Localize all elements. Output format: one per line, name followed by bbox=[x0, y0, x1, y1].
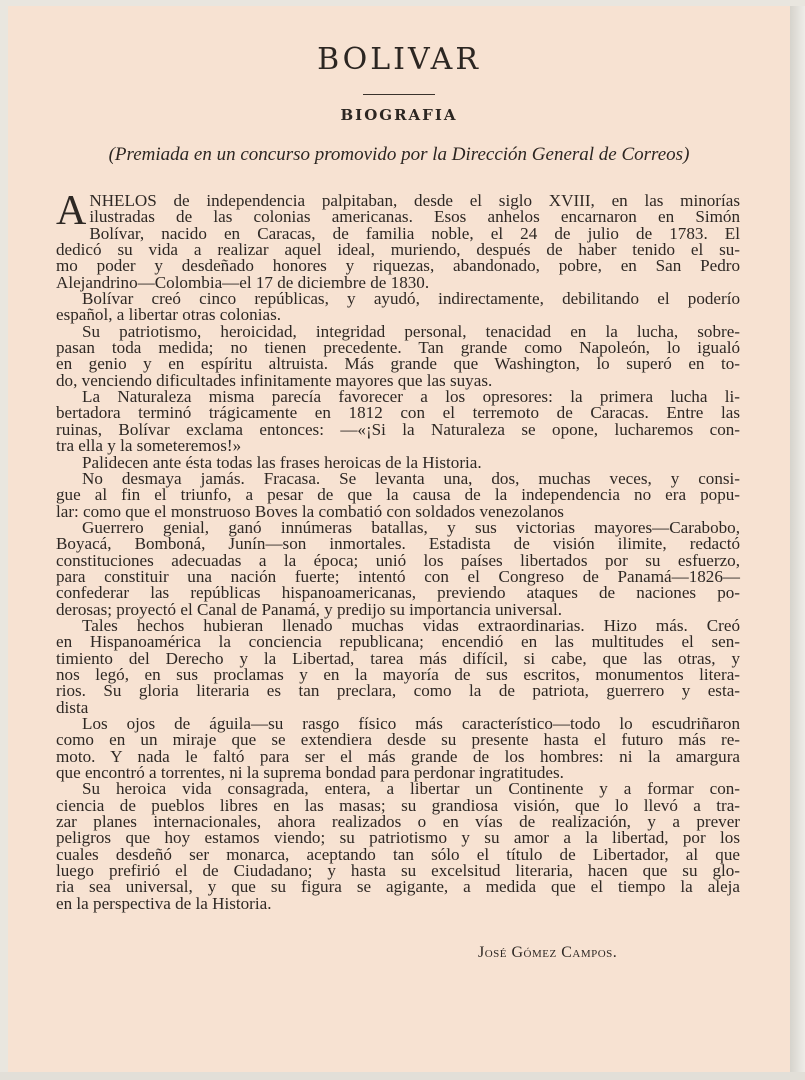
text-line: ciencia de pueblos libres en las masas; su grandiosa visión, que lo llevó a tra- bbox=[56, 795, 740, 815]
author-signature: José Gómez Campos. bbox=[478, 944, 618, 961]
text-line: Guerrero genial, ganó innúmeras batallas, y sus victorias mayores—Carabobo, bbox=[82, 517, 740, 537]
text-line: bertadora terminó trágicamente en 1812 con el terremoto de Caracas. Entre las bbox=[56, 403, 740, 423]
text-line: gue al fin el triunfo, a pesar de que la causa de la independencia no era popu- bbox=[56, 485, 740, 505]
award-note: (Premiada en un concurso promovido por la Dirección General de Correos) bbox=[108, 144, 690, 165]
text-line: dedicó su vida a realizar aquel ideal, muriendo, después de haber tenido el su- bbox=[56, 240, 740, 260]
text-line: en genio y en espíritu altruista. Más grande que Washington, lo superó en to- bbox=[56, 354, 740, 374]
text-line: para constituir una nación fuerte; intentó con el Congreso de Panamá—1826— bbox=[56, 566, 740, 586]
text-line: en Hispanoamérica la conciencia republicana; encendió en las multitudes el sen- bbox=[56, 632, 740, 652]
text-line: do, venciendo dificultades infinitamente mayores que las suyas. bbox=[56, 370, 493, 390]
text-line: No desmaya jamás. Fracasa. Se levanta una, dos, muchas veces, y consi- bbox=[82, 468, 740, 488]
biography-text bbox=[56, 188, 740, 913]
text-line: Bolívar creó cinco repúblicas, y ayudó, indirectamente, debilitando el poderío bbox=[82, 289, 740, 309]
text-line: ilustradas de las colonias americanas. Esos anhelos encarnaron en Simón bbox=[89, 207, 740, 227]
text-line: derosas; proyectó el Canal de Panamá, y predijo su importancia universal. bbox=[56, 599, 563, 619]
text-line: constituciones adecuadas a la época; unió los países libertados por su esfuerzo, bbox=[56, 550, 740, 570]
text-line: Su patriotismo, heroicidad, integridad personal, tenacidad en la lucha, sobre- bbox=[82, 321, 740, 341]
text-line: La Naturaleza misma parecía favorecer a los opresores: la primera lucha li- bbox=[82, 387, 740, 407]
text-line: timiento del Derecho y la Libertad, tarea más difícil, si cabe, que las otras, y bbox=[56, 648, 740, 668]
text-line: tra ella y la someteremos!» bbox=[56, 436, 242, 456]
text-line: Los ojos de águila—su rasgo físico más característico—todo lo escudriñaron bbox=[82, 714, 740, 733]
document-subtitle: BIOGRAFIA bbox=[340, 106, 458, 124]
text-line: ria sea universal, y que su figura se agigante, a medida que el tiempo la aleja bbox=[56, 877, 740, 897]
text-line: pasan toda medida; no tienen precedente. Tan grande como Napoleón, lo igualó bbox=[56, 338, 740, 358]
text-line: rios. Su gloria literaria es tan preclara, como la de patriota, guerrero y esta- bbox=[56, 681, 740, 701]
text-line: NHELOS de independencia palpitaban, desde el siglo XVIII, en las minorías bbox=[89, 191, 740, 210]
text-line: Tales hechos hubieran llenado muchas vidas extraordinarias. Hizo más. Creó bbox=[82, 615, 740, 635]
drop-cap: A bbox=[56, 188, 87, 234]
text-line: nos legó, en sus proclamas y en la mayoría de sus escritos, monumentos litera- bbox=[56, 664, 740, 684]
text-line: que encontró a torrentes, ni la suprema bondad para perdonar ingratitudes. bbox=[56, 763, 564, 783]
title-rule bbox=[363, 94, 435, 95]
text-line: español, a libertar otras colonias. bbox=[56, 305, 281, 325]
postcard bbox=[8, 6, 790, 1072]
text-line: zar planes internacionales, ahora realizados o en vías de realización, y a prever bbox=[56, 812, 740, 832]
text-line: Palidecen ante ésta todas las frases heroicas de la Historia. bbox=[82, 452, 482, 472]
text-line: Su heroica vida consagrada, entera, a libertar un Continente y a formar con- bbox=[82, 779, 740, 799]
text-line: como en un miraje que se extendiera desde su presente hasta el futuro más re- bbox=[56, 730, 740, 750]
text-line: lar: como que el monstruoso Boves la combatió con soldados venezolanos bbox=[56, 501, 564, 521]
text-line: cuales desdeñó ser monarca, aceptando tan sólo el título de Libertador, al que bbox=[56, 844, 740, 864]
text-line: Boyacá, Bomboná, Junín—son inmortales. Estadista de visión ilimite, redactó bbox=[56, 534, 740, 554]
text-line: ruinas, Bolívar exclama entonces: —«¡Si la Naturaleza se opone, lucharemos con- bbox=[56, 419, 740, 439]
text-line: moto. Y nada le faltó para ser el más grande de los hombres: ni la amargura bbox=[56, 746, 740, 766]
background-edge bbox=[790, 6, 805, 1080]
text-line: luego prefirió el de Ciudadano; y hasta su excelsitud literaria, hacen que su glo- bbox=[56, 861, 740, 881]
background-edge-bottom bbox=[0, 1072, 805, 1080]
text-line: Alejandrino—Colombia—el 17 de diciembre de 1830. bbox=[56, 272, 430, 292]
document-title: BOLIVAR bbox=[317, 42, 481, 77]
text-line: en la perspectiva de la Historia. bbox=[56, 893, 272, 913]
text-line: Bolívar, nacido en Caracas, de familia noble, el 24 de julio de 1783. El bbox=[89, 223, 740, 243]
text-line: peligros que hoy estamos viendo; su patriotismo y su amor a la libertad, por los bbox=[56, 828, 740, 848]
text-line: mo poder y desdeñado honores y riquezas, abandonado, pobre, en San Pedro bbox=[56, 256, 740, 276]
text-line: dista bbox=[56, 697, 89, 717]
text-line: confederar las repúblicas hispanoamericanas, previendo ataques de naciones po- bbox=[56, 583, 740, 603]
